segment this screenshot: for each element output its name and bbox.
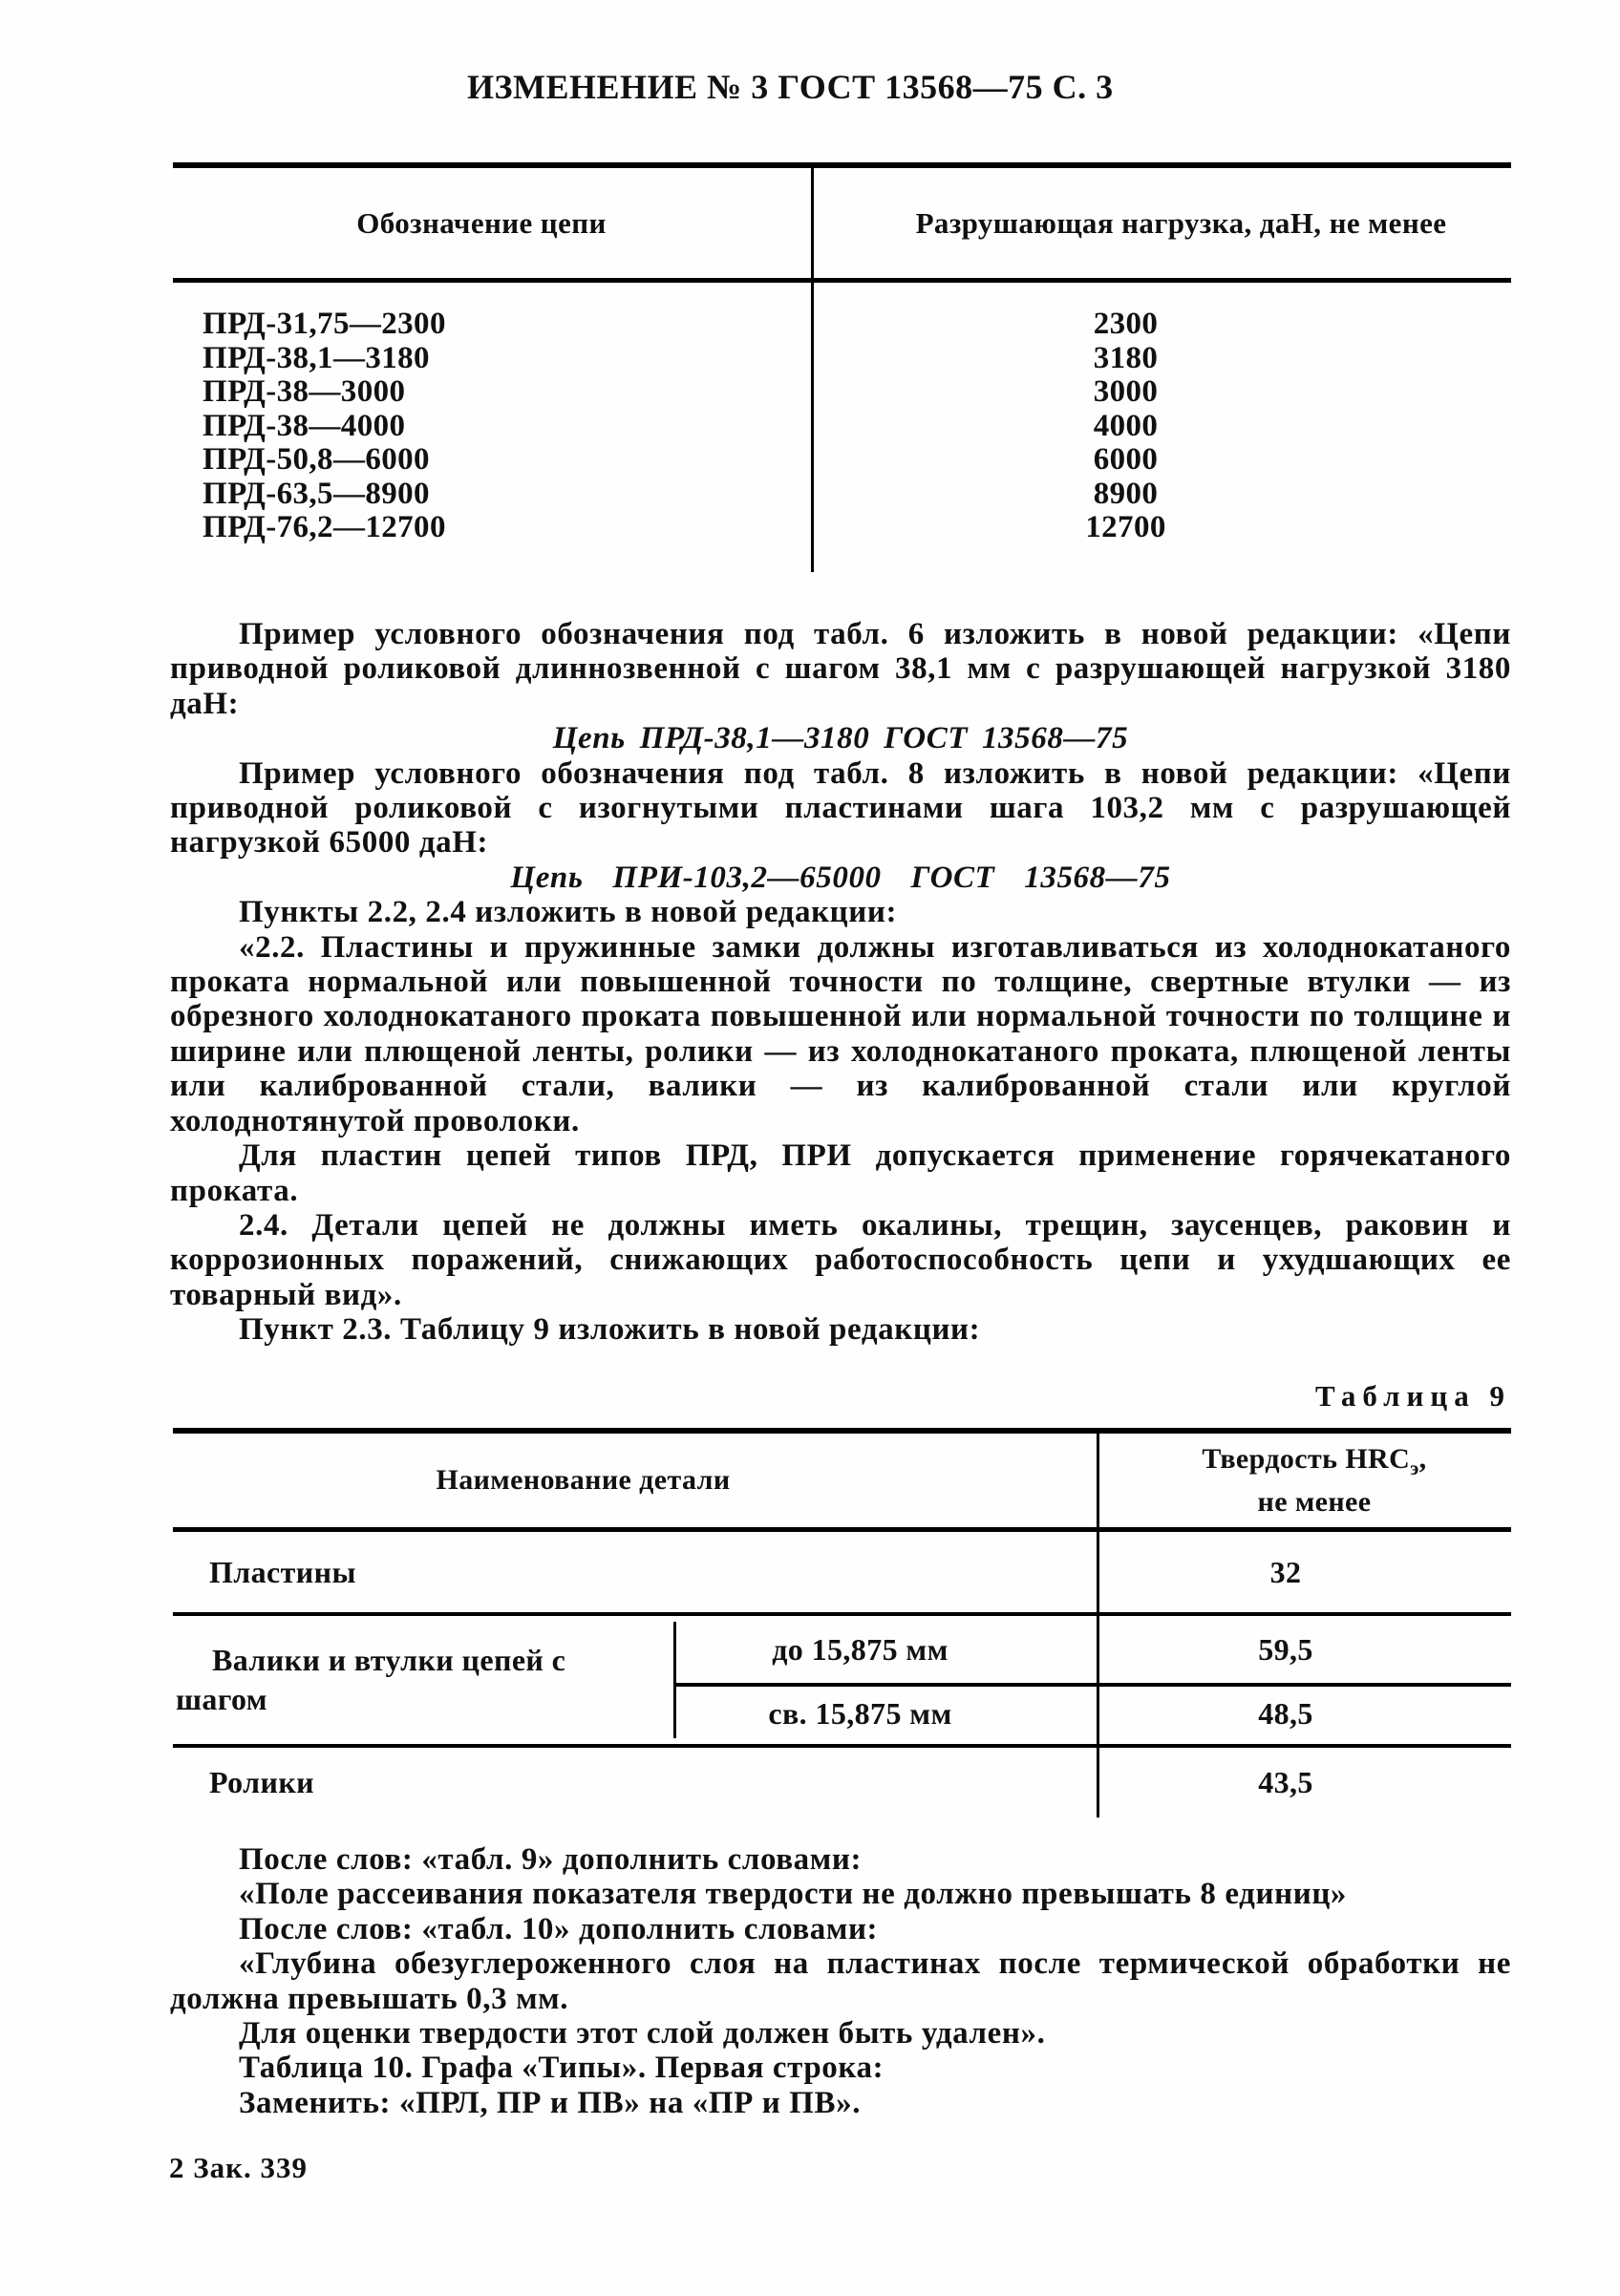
- pitch-condition-cell: до 15,875 мм: [772, 1631, 949, 1667]
- hardness-table: [173, 1428, 1511, 1817]
- table-row: [173, 511, 1511, 545]
- paragraph-hot-rolled: Для пластин цепей типов ПРД, ПРИ допускается применение горячекатаного проката.: [170, 1138, 1511, 1208]
- table-row-rollers: [173, 1748, 1511, 1817]
- paragraph-layer-removed: Для оценки твердости этот слой должен быть удален».: [239, 2016, 1046, 2052]
- hardness-table-header: [173, 1428, 1511, 1532]
- breaking-load-cell: 4000: [1093, 408, 1159, 443]
- paragraph-after-table9: После слов: «табл. 9» дополнить словами:: [239, 1842, 863, 1877]
- part-name-cell: Ролики: [209, 1764, 314, 1799]
- breaking-load-table-body: [173, 283, 1511, 572]
- chain-designation-cell: ПРД-50,8—6000: [202, 442, 430, 477]
- column-divider: [811, 162, 814, 572]
- breaking-load-cell: 12700: [1085, 510, 1166, 544]
- breaking-load-table-header: [173, 162, 1511, 283]
- paragraph-clause-2-4: 2.4. Детали цепей не должны иметь окалины, трещин, заусенцев, раковин и коррозионных поражений, снижающих работоспособность цепи и ухудшающих ее товарный вид».: [170, 1207, 1511, 1312]
- table-row: [173, 342, 1511, 376]
- paragraph-after-table10: После слов: «табл. 10» дополнить словами:: [239, 1911, 879, 1946]
- table-row: [173, 375, 1511, 410]
- chain-designation-cell: ПРД-31,75—2300: [202, 307, 446, 341]
- hardness-value-cell: 59,5: [1258, 1631, 1313, 1667]
- paragraph-items-2-2-2-4: Пункты 2.2, 2.4 изложить в новой редакции:: [239, 895, 898, 930]
- chain-designation-example-8: Цепь ПРИ-103,2—65000 ГОСТ 13568—75: [510, 860, 1171, 895]
- hardness-header-comma: ,: [1418, 1442, 1427, 1475]
- notes-text-block: [170, 1842, 1511, 2120]
- breaking-load-table: [173, 162, 1511, 572]
- chain-designation-cell: ПРД-38—3000: [202, 374, 406, 409]
- paragraph-example-table6: Пример условного обозначения под табл. 6 изложить в новой редакции: «Цепи приводной роликовой длиннозвенной с шагом 38,1 мм с разрушающей нагрузкой 3180 даН:: [170, 617, 1511, 721]
- table-row-group-pins-bushings: [173, 1616, 1511, 1748]
- table-row: [173, 410, 1511, 444]
- paragraph-hardness-scatter: «Поле рассеивания показателя твердости не должно превышать 8 единиц»: [239, 1877, 1348, 1912]
- part-name-cell: Пластины: [209, 1554, 356, 1589]
- table9-caption: Таблица 9: [1315, 1379, 1511, 1413]
- chain-designation-cell: ПРД-63,5—8900: [202, 476, 430, 511]
- hardness-header-subscript: э: [1410, 1456, 1419, 1479]
- column-header-chain-designation: Обозначение цепи: [356, 205, 607, 240]
- table-row: [173, 478, 1511, 512]
- breaking-load-cell: 8900: [1093, 476, 1159, 511]
- pitch-condition-cell: св. 15,875 мм: [768, 1695, 952, 1731]
- chain-designation-cell: ПРД-38,1—3180: [202, 340, 430, 375]
- breaking-load-cell: 2300: [1093, 307, 1159, 341]
- paragraph-replace-types: Заменить: «ПРЛ, ПР и ПВ» на «ПР и ПВ».: [239, 2085, 862, 2120]
- paragraph-table10-types: Таблица 10. Графа «Типы». Первая строка:: [239, 2051, 885, 2086]
- hardness-header-text: Твердость HRC: [1202, 1442, 1411, 1475]
- chain-designation-cell: ПРД-76,2—12700: [202, 510, 446, 544]
- column-divider: [1097, 1428, 1099, 1818]
- page-title: ИЗМЕНЕНИЕ № 3 ГОСТ 13568—75 С. 3: [467, 68, 1114, 106]
- table-row: [173, 443, 1511, 478]
- print-order-footer: 2 Зак. 339: [169, 2151, 308, 2184]
- paragraph-clause-2-3: Пункт 2.3. Таблицу 9 изложить в новой редакции:: [239, 1312, 981, 1348]
- chain-designation-cell: ПРД-38—4000: [202, 408, 406, 443]
- row-divider: [675, 1683, 1511, 1687]
- hardness-value-cell: 48,5: [1258, 1695, 1313, 1731]
- paragraph-decarburized-layer: «Глубина обезуглероженного слоя на пластинах после термической обработки не должна превышать 0,3 мм.: [170, 1946, 1511, 2016]
- column-header-breaking-load: Разрушающая нагрузка, даН, не менее: [915, 205, 1447, 240]
- breaking-load-cell: 3000: [1093, 374, 1159, 409]
- column-header-part-name: Наименование детали: [436, 1464, 731, 1496]
- breaking-load-cell: 3180: [1093, 340, 1159, 375]
- amendment-text-block: [170, 617, 1511, 1348]
- hardness-value-cell: 32: [1269, 1554, 1302, 1589]
- sub-column-divider: [673, 1622, 676, 1738]
- paragraph-example-table8: Пример условного обозначения под табл. 8 изложить в новой редакции: «Цепи приводной роликовой с изогнутыми пластинами шага 103,2 мм с разрушающей нагрузкой 65000 даН:: [170, 755, 1511, 861]
- chain-designation-example-6: Цепь ПРД-38,1—3180 ГОСТ 13568—75: [552, 721, 1129, 756]
- part-group-name-cell: Валики и втулки цепей с шагом: [176, 1643, 566, 1716]
- table-row: [173, 308, 1511, 342]
- hardness-value-cell: 43,5: [1258, 1764, 1313, 1799]
- column-header-hardness: [1098, 1442, 1511, 1520]
- hardness-header-line2: не менее: [1257, 1485, 1372, 1518]
- breaking-load-cell: 6000: [1093, 442, 1159, 477]
- table-row-plates: [173, 1532, 1511, 1616]
- paragraph-clause-2-2: «2.2. Пластины и пружинные замки должны изготавливаться из холоднокатаного проката нормальной или повышенной точности по толщине, свертные втулки — из обрезного холоднокатаного проката повышенной или нормальной точности по толщине и ширине или плющеной ленты, ролики — из холоднокатаного проката, плющеной ленты или калиброванной стали, валики — из калиброванной стали или круглой холоднотянутой проволоки.: [170, 929, 1511, 1138]
